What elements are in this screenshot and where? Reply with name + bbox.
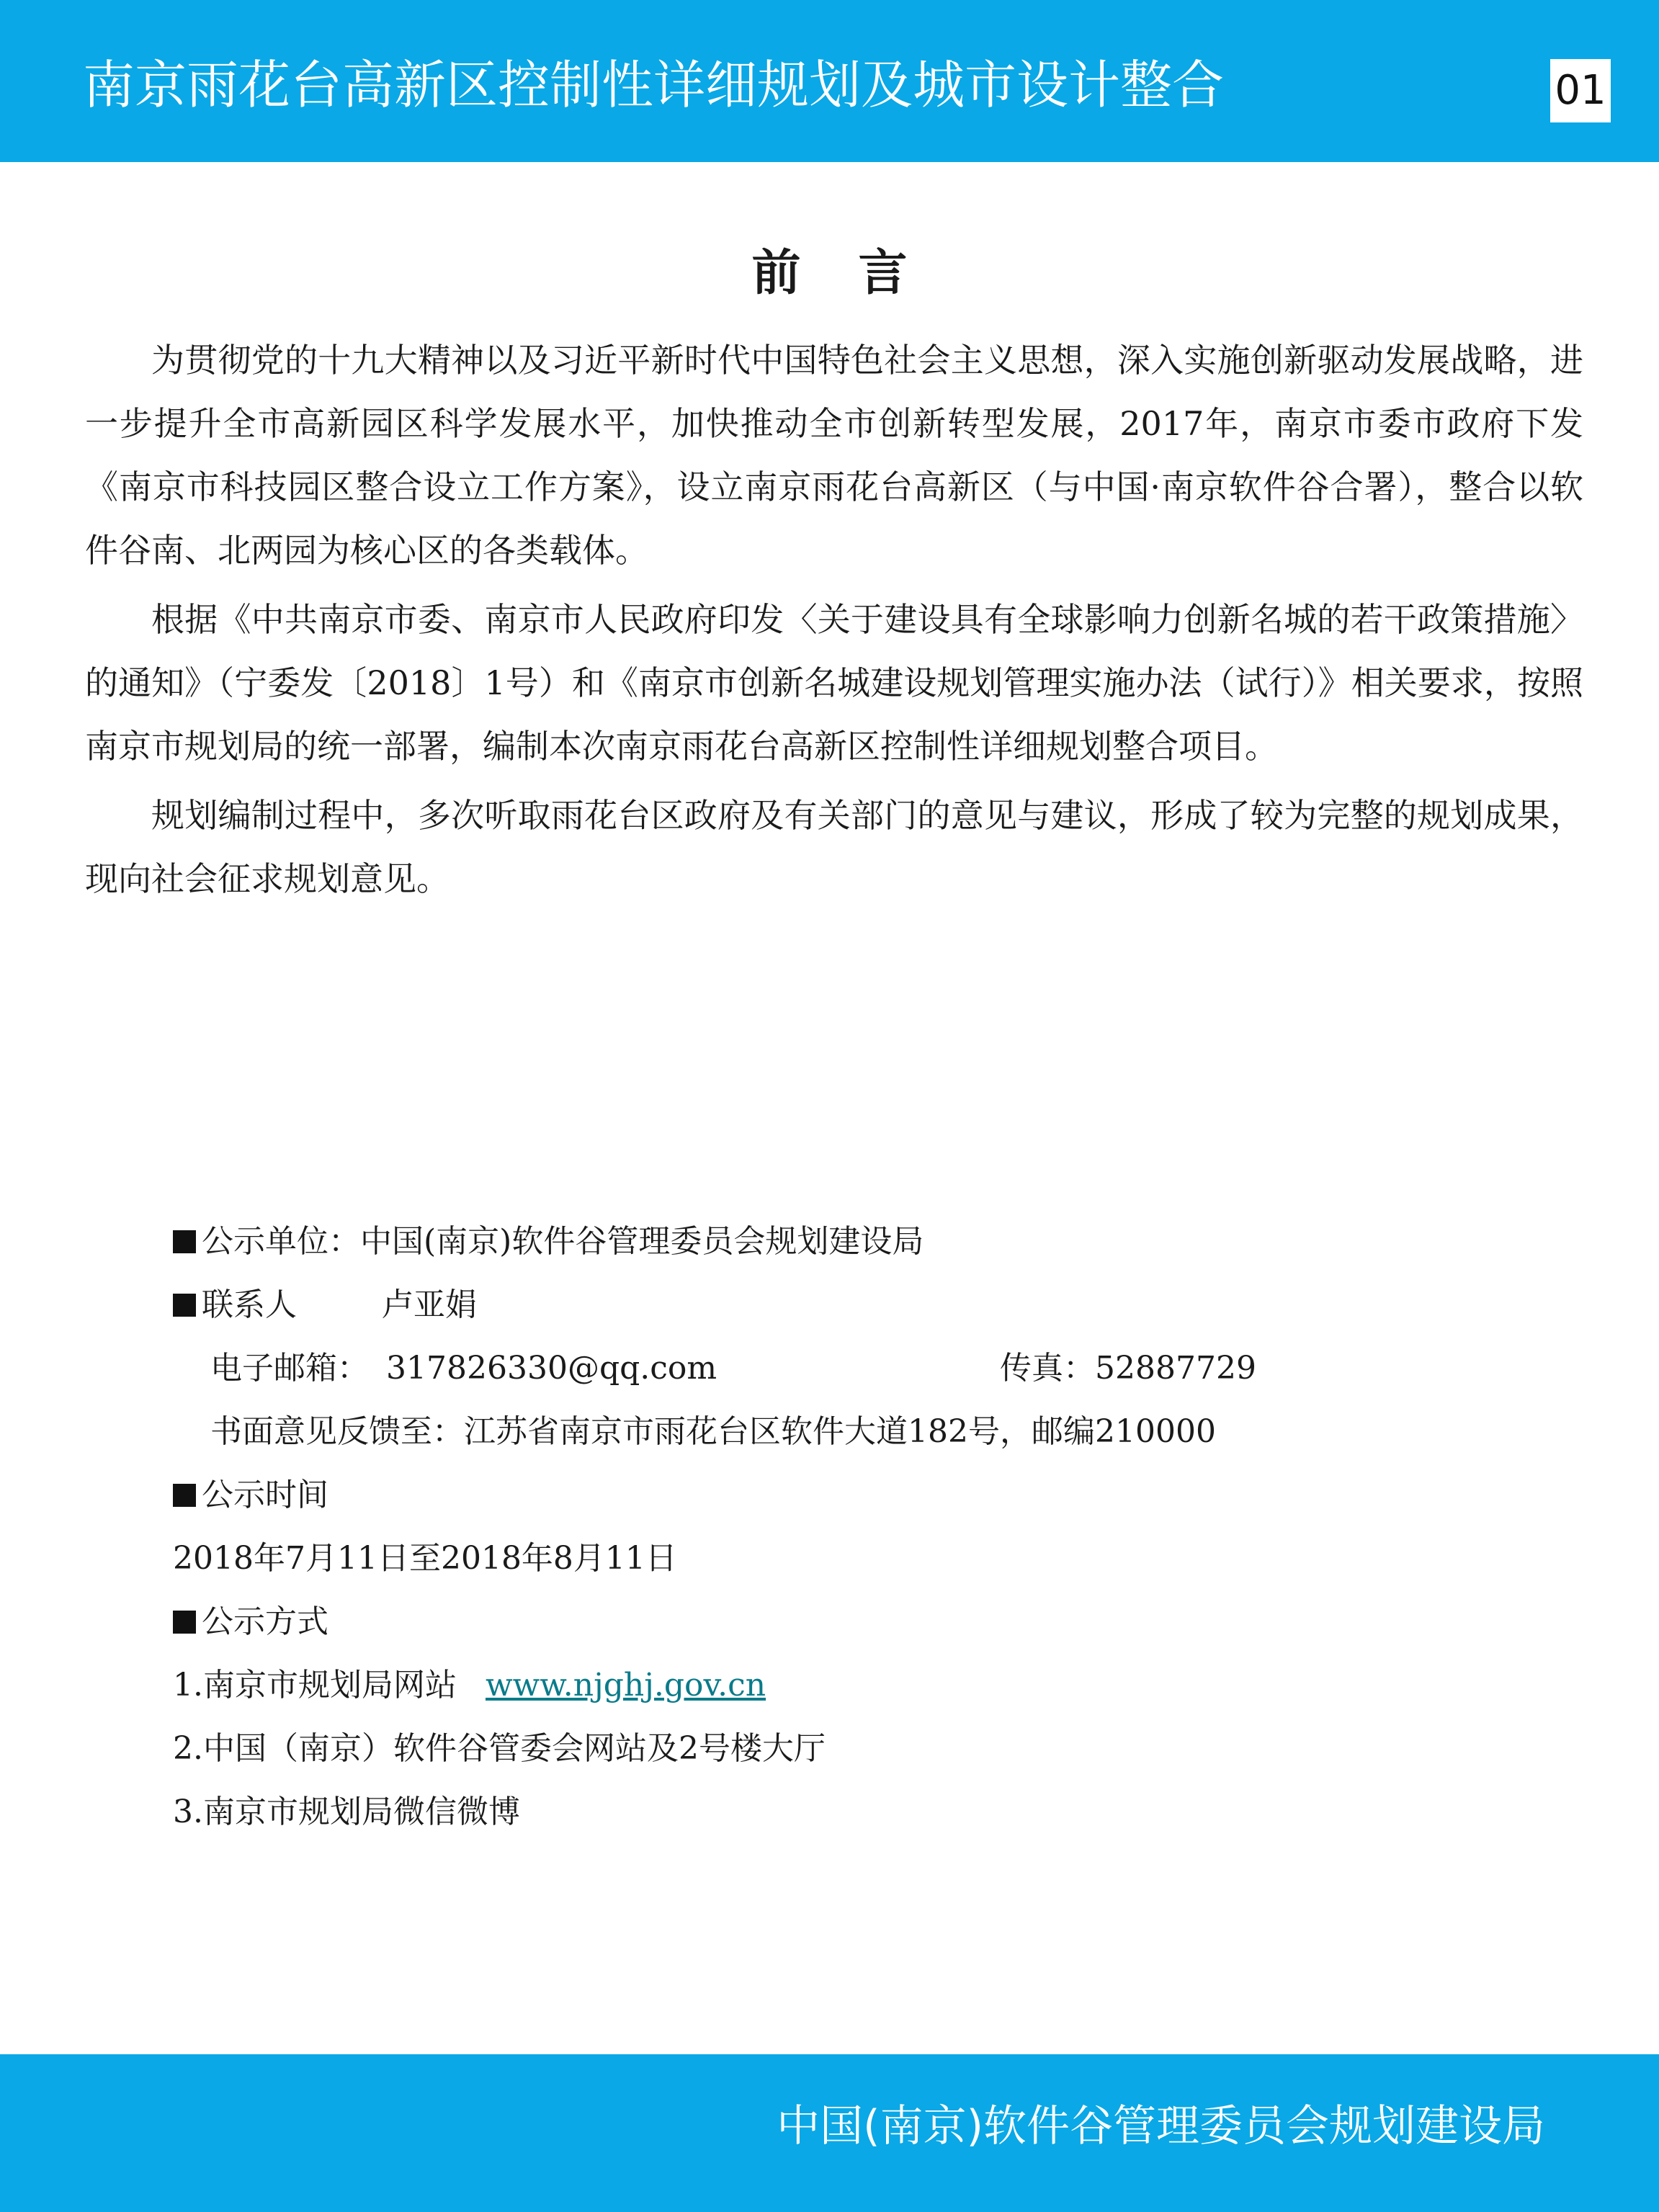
list-item — [173, 1717, 1542, 1781]
notice-time-heading — [173, 1464, 1542, 1527]
preface-paragraph: 为贯彻党的十九大精神以及习近平新时代中国特色社会主义思想，深入实施创新驱动发展战略，进一步提升全市高新园区科学发展水平，加快推动全市创新转型发展，2017年，南京市委市政府下发《南京市科技园区整合设立工作方案》，设立南京雨花台高新区（与中国·南京软件谷合署），整合以软件谷南、北两园为核心区的各类载体。 — [85, 341, 1583, 570]
bullet-square-icon — [173, 1484, 196, 1507]
notice-fax-label: 传真： — [1000, 1350, 1095, 1387]
notice-unit-label: 公示单位： — [202, 1223, 360, 1260]
notice-feedback-label: 书面意见反馈至： — [210, 1413, 464, 1450]
notice-unit-value: 中国(南京)软件谷管理委员会规划建设局 — [360, 1223, 924, 1260]
notice-fax-value: 52887729 — [1095, 1350, 1256, 1387]
notice-time-value: 2018年7月11日至2018年8月11日 — [173, 1540, 677, 1577]
notice-feedback-value: 江苏省南京市雨花台区软件大道182号，邮编210000 — [464, 1413, 1216, 1450]
list-item — [173, 1781, 1542, 1844]
bullet-square-icon — [173, 1611, 196, 1634]
bullet-square-icon — [173, 1294, 196, 1317]
preface-paragraph: 根据《中共南京市委、南京市人民政府印发〈关于建设具有全球影响力创新名城的若干政策措施〉的通知》（宁委发〔2018〕1号）和《南京市创新名城建设规划管理实施办法（试行）》相关要求，按照南京市规划局的统一部署，编制本次南京雨花台高新区控制性详细规划整合项目。 — [85, 600, 1583, 766]
footer-organization: 中国(南京)软件谷管理委员会规划建设局 — [777, 2101, 1545, 2151]
preface-body — [85, 328, 1583, 916]
notice-time-row — [173, 1527, 1542, 1590]
notice-contact-label: 联系人 — [202, 1286, 297, 1323]
notice-method-label: 公示方式 — [202, 1603, 328, 1640]
notice-method-heading — [173, 1590, 1542, 1654]
notice-feedback-row — [173, 1400, 1542, 1464]
method-item-text: 1.南京市规划局网站 — [173, 1667, 457, 1703]
preface-paragraph: 规划编制过程中，多次听取雨花台区政府及有关部门的意见与建议，形成了较为完整的规划成果，现向社会征求规划意见。 — [85, 796, 1583, 898]
notice-contact-row — [173, 1273, 1542, 1337]
website-link[interactable]: www.njghj.gov.cn — [485, 1667, 766, 1703]
notice-email-row — [173, 1337, 1542, 1400]
method-item-text: 3.南京市规划局微信微博 — [173, 1794, 520, 1830]
list-item — [173, 1654, 1542, 1717]
notice-unit-row — [173, 1210, 1542, 1273]
notice-time-label: 公示时间 — [202, 1477, 328, 1513]
notice-section — [173, 1210, 1542, 1844]
notice-contact-value: 卢亚娟 — [382, 1286, 477, 1323]
notice-email-label: 电子邮箱： — [210, 1350, 369, 1387]
notice-fax — [1000, 1337, 1256, 1400]
notice-email-value: 317826330@qq.com — [386, 1350, 717, 1387]
preface-heading: 前言 — [751, 245, 965, 302]
method-item-text: 2.中国（南京）软件谷管委会网站及2号楼大厅 — [173, 1730, 826, 1767]
document-title: 南京雨花台高新区控制性详细规划及城市设计整合 — [83, 55, 1225, 115]
bullet-square-icon — [173, 1230, 196, 1253]
page-number-badge: 01 — [1550, 59, 1611, 122]
